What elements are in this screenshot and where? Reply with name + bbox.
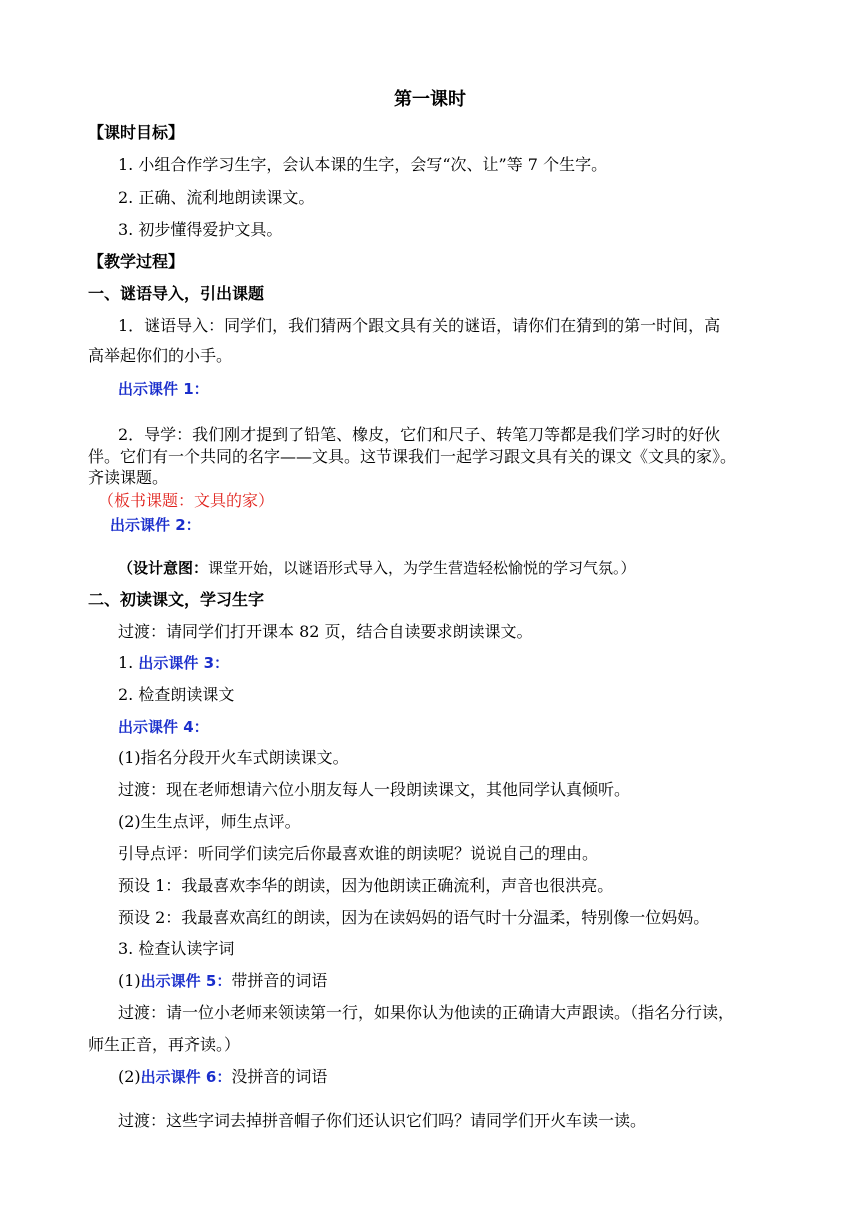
objectives-heading: 【课时目标】 — [88, 123, 185, 142]
process-heading: 【教学过程】 — [88, 252, 185, 271]
paragraph-line: 2．导学：我们刚才提到了铅笔、橡皮，它们和尺子、转笔刀等都是我们学习时的好伙 — [118, 425, 721, 444]
section2-heading: 二、初读课文，学习生字 — [88, 590, 265, 609]
board-note: （板书课题：文具的家） — [98, 491, 275, 510]
paragraph-line: 过渡：这些字词去掉拼音帽子你们还认识它们吗？请同学们开火车读一读。 — [118, 1111, 647, 1130]
step-number: 1. — [118, 653, 139, 672]
step-number: (2) — [118, 1067, 141, 1086]
paragraph-line: 伴。它们有一个共同的名字——文具。这节课我们一起学习跟文具有关的课文《文具的家》。 — [88, 447, 737, 466]
design-intent — [118, 558, 636, 578]
paragraph-line: 过渡：请一位小老师来领读第一行，如果你认为他读的正确请大声跟读。（指名分行读， — [118, 1003, 735, 1022]
step-line — [118, 1067, 327, 1087]
objective-item: 3. 初步懂得爱护文具。 — [118, 220, 283, 239]
paragraph-line: 预设 1：我最喜欢李华的朗读，因为他朗读正确流利，声音也很洪亮。 — [118, 876, 614, 895]
paragraph-line: 过渡：请同学们打开课本 82 页，结合自读要求朗读课文。 — [118, 622, 533, 641]
paragraph-line: 1．谜语导入：同学们，我们猜两个跟文具有关的谜语，请你们在猜到的第一时间，高 — [118, 316, 721, 335]
step-line — [118, 653, 229, 673]
objective-item: 2. 正确、流利地朗读课文。 — [118, 188, 315, 207]
objective-item: 1. 小组合作学习生字，会认本课的生字，会写“次、让”等 7 个生字。 — [118, 155, 608, 174]
courseware-label: 出示课件 2： — [110, 516, 201, 534]
design-intent-label: （设计意图： — [118, 559, 209, 577]
courseware-label: 出示课件 5： — [140, 972, 232, 990]
paragraph-line: 师生正音，再齐读。） — [88, 1035, 241, 1054]
courseware-label: 出示课件 4： — [118, 718, 209, 736]
paragraph-line: 齐读课题。 — [88, 468, 169, 487]
design-intent-text: 课堂开始，以谜语形式导入，为学生营造轻松愉悦的学习气氛。） — [208, 559, 636, 577]
step-line: 2. 检查朗读课文 — [118, 685, 235, 704]
paragraph-line: 高举起你们的小手。 — [88, 346, 233, 365]
step-text: 没拼音的词语 — [231, 1067, 328, 1086]
step-line: 3. 检查认读字词 — [118, 939, 235, 958]
courseware-label: 出示课件 6： — [140, 1068, 232, 1086]
paragraph-line: 引导点评：听同学们读完后你最喜欢谁的朗读呢？说说自己的理由。 — [118, 844, 599, 863]
paragraph-line: 预设 2：我最喜欢高红的朗读，因为在读妈妈的语气时十分温柔，特别像一位妈妈。 — [118, 908, 710, 927]
step-number: (1) — [118, 971, 141, 990]
step-text: 带拼音的词语 — [231, 971, 328, 990]
page-title: 第一课时 — [394, 89, 466, 110]
paragraph-line: (2)生生点评，师生点评。 — [118, 812, 301, 831]
courseware-label: 出示课件 3： — [138, 654, 230, 672]
step-line — [118, 971, 327, 991]
paragraph-line: 过渡：现在老师想请六位小朋友每人一段朗读课文，其他同学认真倾听。 — [118, 780, 631, 799]
paragraph-line: (1)指名分段开火车式朗读课文。 — [118, 748, 349, 767]
section1-heading: 一、谜语导入，引出课题 — [88, 284, 265, 303]
courseware-label: 出示课件 1： — [118, 380, 209, 398]
